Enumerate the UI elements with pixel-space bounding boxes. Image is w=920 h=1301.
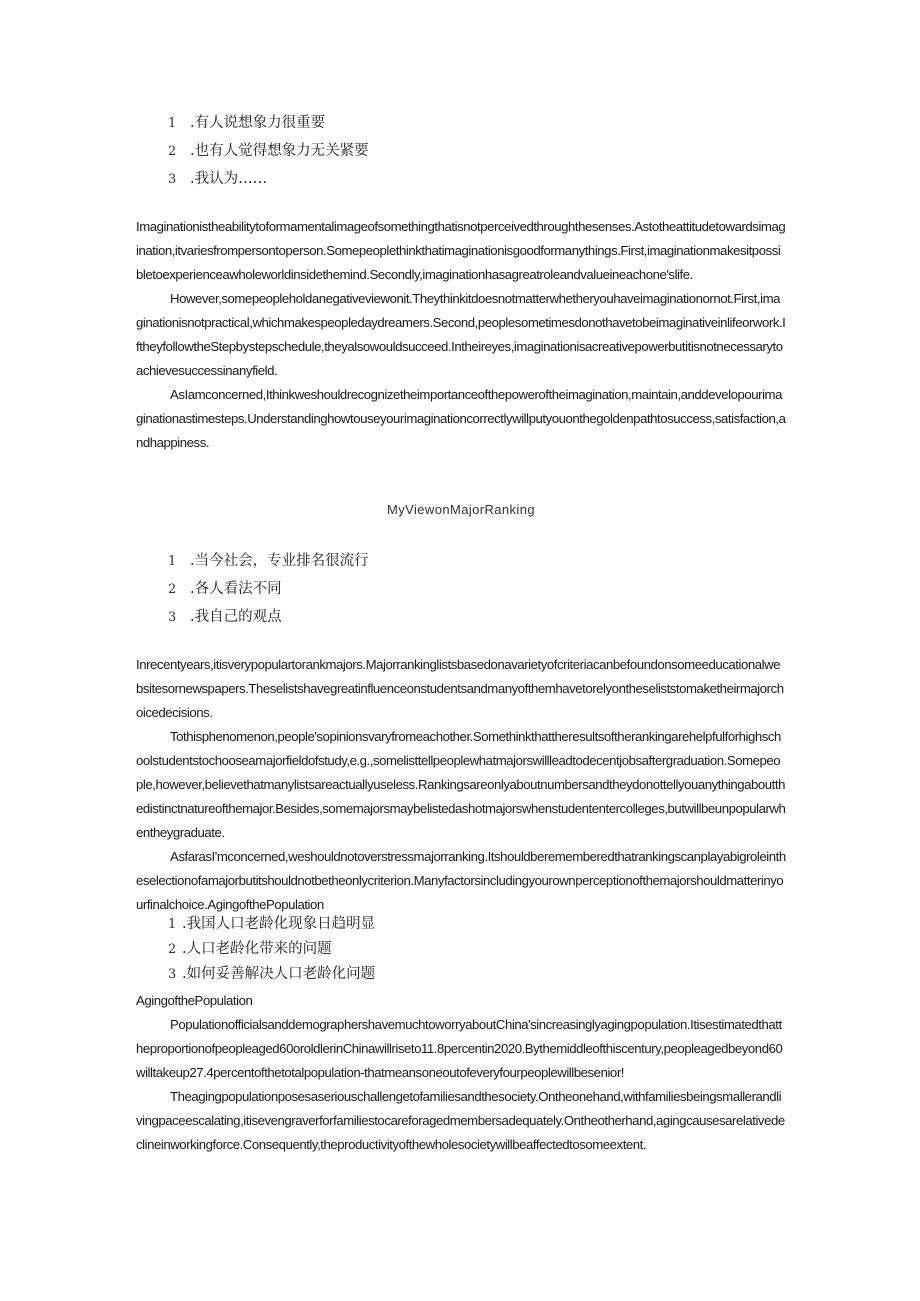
essay-major-ranking — [136, 653, 786, 917]
outline-item: 3 .我认为…… — [168, 171, 268, 187]
paragraph: Inrecentyears,itisverypopulartorankmajors.Majorrankinglistsbasedonavarietyofcriteriacanbefoundonsomeeducationalwebsitesornewspapers.Theselistshavegreatinfluenceonstudentsandmanyofthemhavetorelyontheseliststomaketheirmajorchoicedecisions. — [136, 657, 784, 720]
essay-aging — [136, 989, 786, 1157]
outline-major-ranking — [168, 547, 369, 631]
outline-item: 2 .各人看法不同 — [168, 581, 282, 597]
paragraph: PopulationofficialsanddemographershavemuchtoworryaboutChina'sincreasinglyagingpopulation.Itisestimatedthattheproportionofpeopleaged60oroldlerinChinawillriseto11.8percentin2020.Bythemiddleofthiscentury,peopleagedbeyond60willtakeup27.4percentofthetotalpopulation-thatmeansoneoutofeveryfourpeoplewillbesenior! — [136, 1017, 783, 1080]
paragraph: However,somepeopleholdanegativeviewonit.Theythinkitdoesnotmatterwhetheryouhaveimaginationornot.First,imaginationisnotpractical,whichmakespeopledaydreamers.Second,peoplesometimesdonothavetobeimaginativeinlifeorwork.IftheyfollowtheStepbystepschedule,theyalsowouldsucceed.Intheireyes,imaginationisacreativepowerbutitisnotnecessarytoachievesuccessinanyfield. — [136, 291, 786, 378]
outline-aging — [168, 912, 375, 987]
paragraph: Theagingpopulationposesaseriouschallengetofamiliesandthesociety.Ontheonehand,withfamiliesbeingsmallerandlivingpaceescalating,itisevengraverforfamiliestocareforagedmembersadequately.Ontheotherhand,agingcausesarelativedeclineinworkingforce.Consequently,theproductivityofthewholesocietywillbeaffectedtosomeextent. — [136, 1089, 785, 1152]
outline-item: 3 .我自己的观点 — [168, 609, 282, 625]
paragraph: AsfarasI'mconcerned,weshouldnotoverstressmajorranking.Itshouldberememberedthatrankingscanplayabigroleintheselectionofamajorbutitshouldnotbetheonlycriterion.Manyfactorsincludingyourownperceptionofthemajorshouldmatterinyourfinalchoice.AgingofthePopulation — [136, 849, 786, 912]
paragraph: AsIamconcerned,Ithinkweshouldrecognizetheimportanceofthepoweroftheimagination,maintain,anddevelopourimaginationastimesteps.Understandinghowtouseyourimaginationcorrectlywillputyouonthegoldenpathtosuccess,satisfaction,andhappiness. — [136, 387, 786, 450]
outline-item: 3 .如何妥善解决人口老龄化问题 — [168, 966, 376, 982]
paragraph: Tothisphenomenon,people'sopinionsvaryfromeachother.Somethinkthattheresultsoftherankingarehelpfulforhighschoolstudentstochooseamajorfieldofstudy,e.g.,somelisttellpeoplewhatmajorswillleadtodecentjobsaftergraduation.Somepeople,however,believethatmanylistsareactuallyuseless.Rankingsareonlyaboutnumbersandtheydonottellyouanythingaboutthedistinctnatureofthemajor.Besides,somemajorsmaybelistedashotmajorswhenstudententercolleges,butwillbeunpopularwhentheygraduate. — [136, 729, 786, 840]
section-title-aging: AgingofthePopulation — [136, 993, 253, 1008]
section-title-major-ranking: MyViewonMajorRanking — [387, 502, 535, 517]
paragraph: Imaginationistheabilitytoformamentalimageofsomethingthatisnotperceivedthroughthesenses.Astotheattitudetowardsimagination,itvariesfrompersontoperson.Somepeoplethinkthatimaginationisgoodformanythings.First,imaginationmakesitpossibletoexperienceawholeworldinsidethemind.Secondly,imaginationhasagreatroleandvalueineachone'slife. — [136, 219, 786, 282]
outline-item: 1 .有人说想象力很重要 — [168, 115, 326, 131]
outline-item: 2 .也有人觉得想象力无关紧要 — [168, 143, 369, 159]
essay-imagination — [136, 215, 786, 455]
outline-item: 2 .人口老龄化带来的问题 — [168, 941, 332, 957]
outline-imagination — [168, 109, 369, 193]
outline-item: 1 .当今社会，专业排名很流行 — [168, 553, 369, 569]
outline-item: 1 .我国人口老龄化现象日趋明显 — [168, 916, 376, 932]
